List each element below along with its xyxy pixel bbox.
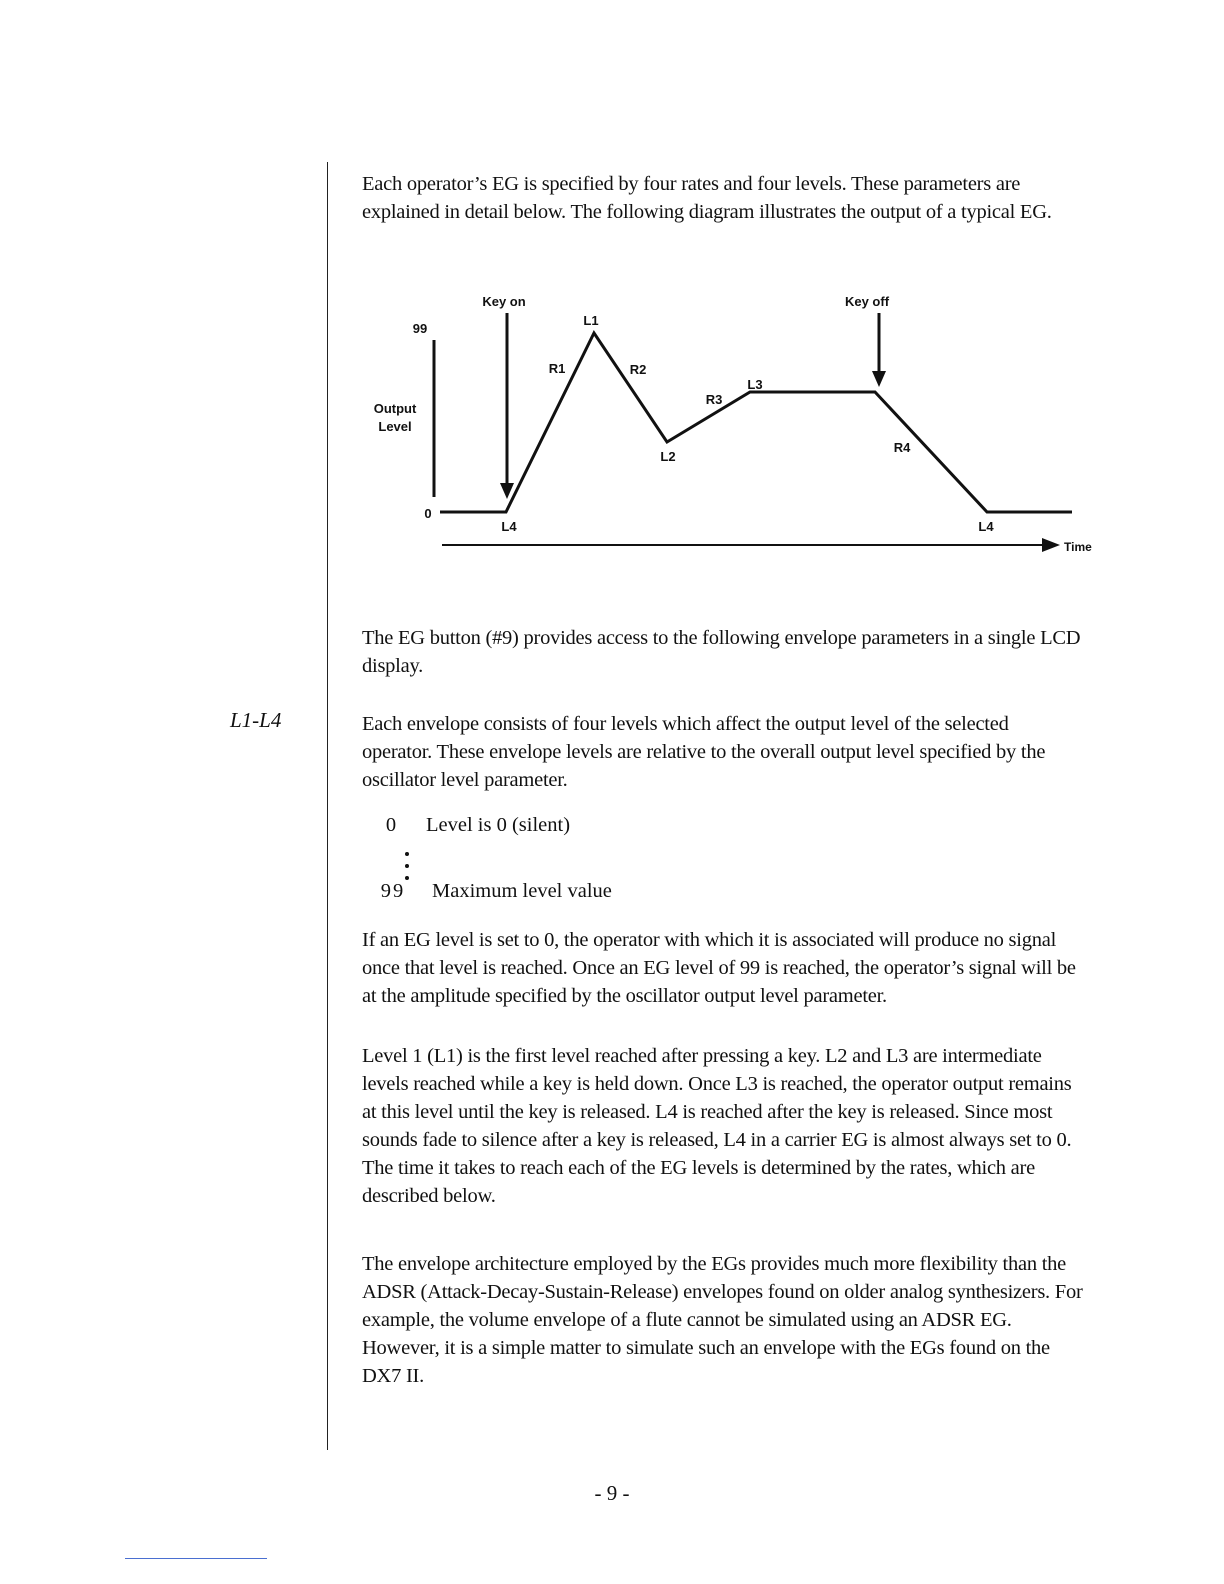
levels-description xyxy=(362,710,1152,794)
l3-label: L3 xyxy=(747,377,763,392)
output-label: Output xyxy=(373,401,417,416)
range-min-value: 0 xyxy=(385,814,397,836)
levels-line: described below. xyxy=(362,1185,496,1207)
levels-line: The time it takes to reach each of the EG levels is determined by the rates, which are xyxy=(362,1157,1035,1179)
l4-start-label: L4 xyxy=(501,519,517,534)
eg-envelope-diagram xyxy=(360,285,1120,565)
levels-line: Level 1 (L1) is the first level reached after pressing a key. L2 and L3 are intermediate xyxy=(362,1045,1042,1067)
page-number: - 9 - xyxy=(594,1481,630,1505)
range-min-text: Level is 0 (silent) xyxy=(426,814,571,836)
zero-level-line: once that level is reached. Once an EG level of 99 is reached, the operator’s signal will be xyxy=(362,957,1076,979)
levels-paragraph xyxy=(362,1042,1152,1210)
envelope-curve xyxy=(440,333,1072,512)
section-margin-label: L1-L4 xyxy=(230,708,282,732)
adsr-line: However, it is a simple matter to simulate such an envelope with the EGs found on the xyxy=(362,1337,1050,1359)
adsr-paragraph xyxy=(362,1250,1152,1390)
levels-line: levels reached while a key is held down. Once L3 is reached, the operator output remains xyxy=(362,1073,1072,1095)
r4-label: R4 xyxy=(893,440,911,455)
zero-level-line: at the amplitude specified by the oscillator output level parameter. xyxy=(362,985,887,1007)
levels-description-line: oscillator level parameter. xyxy=(362,769,568,791)
levels-line: at this level until the key is released. L4 is reached after the key is released. Since most xyxy=(362,1101,1053,1123)
zero-level-paragraph xyxy=(362,926,1152,1010)
levels-description-line: Each envelope consists of four levels which affect the output level of the selected xyxy=(362,713,1009,735)
adsr-line: The envelope architecture employed by the EGs provides much more flexibility than the xyxy=(362,1253,1066,1275)
margin-rule xyxy=(327,162,328,1450)
key-off-label: Key off xyxy=(844,294,890,309)
l4-end-label: L4 xyxy=(978,519,994,534)
time-axis-arrowhead xyxy=(1042,538,1060,552)
level-min-label: 0 xyxy=(424,506,432,521)
eg-button-line: The EG button (#9) provides access to the following envelope parameters in a single LCD xyxy=(362,627,1081,649)
range-max-row xyxy=(376,880,612,903)
r2-label: R2 xyxy=(629,362,647,377)
footer-rule xyxy=(125,1558,267,1559)
eg-button-line: display. xyxy=(362,655,424,677)
key-off-arrowhead xyxy=(872,371,886,387)
level-label: Level xyxy=(378,419,412,434)
r3-label: R3 xyxy=(705,392,723,407)
r1-label: R1 xyxy=(548,361,566,376)
range-min-row xyxy=(372,814,570,837)
range-max-value: 99 xyxy=(380,880,406,902)
level-max-label: 99 xyxy=(412,321,428,336)
intro-line: Each operator’s EG is specified by four rates and four levels. These parameters are xyxy=(362,173,1021,195)
key-on-label: Key on xyxy=(482,294,526,309)
range-max-text: Maximum level value xyxy=(432,880,612,902)
time-label: Time xyxy=(1064,540,1092,554)
levels-line: sounds fade to silence after a key is released, L4 in a carrier EG is almost always set to 0. xyxy=(362,1129,1072,1151)
intro-line: explained in detail below. The following diagram illustrates the output of a typical EG. xyxy=(362,201,1052,223)
levels-description-line: operator. These envelope levels are relative to the overall output level specified by the xyxy=(362,741,1046,763)
adsr-line: example, the volume envelope of a flute cannot be simulated using an ADSR EG. xyxy=(362,1309,1012,1331)
adsr-line: DX7 II. xyxy=(362,1365,425,1387)
l2-label: L2 xyxy=(660,449,676,464)
eg-button-paragraph xyxy=(362,624,1152,680)
zero-level-line: If an EG level is set to 0, the operator with which it is associated will produce no signal xyxy=(362,929,1057,951)
l1-label: L1 xyxy=(583,313,599,328)
intro-paragraph xyxy=(362,170,1152,226)
adsr-line: ADSR (Attack-Decay-Sustain-Release) envelopes found on older analog synthesizers. For xyxy=(362,1281,1083,1303)
